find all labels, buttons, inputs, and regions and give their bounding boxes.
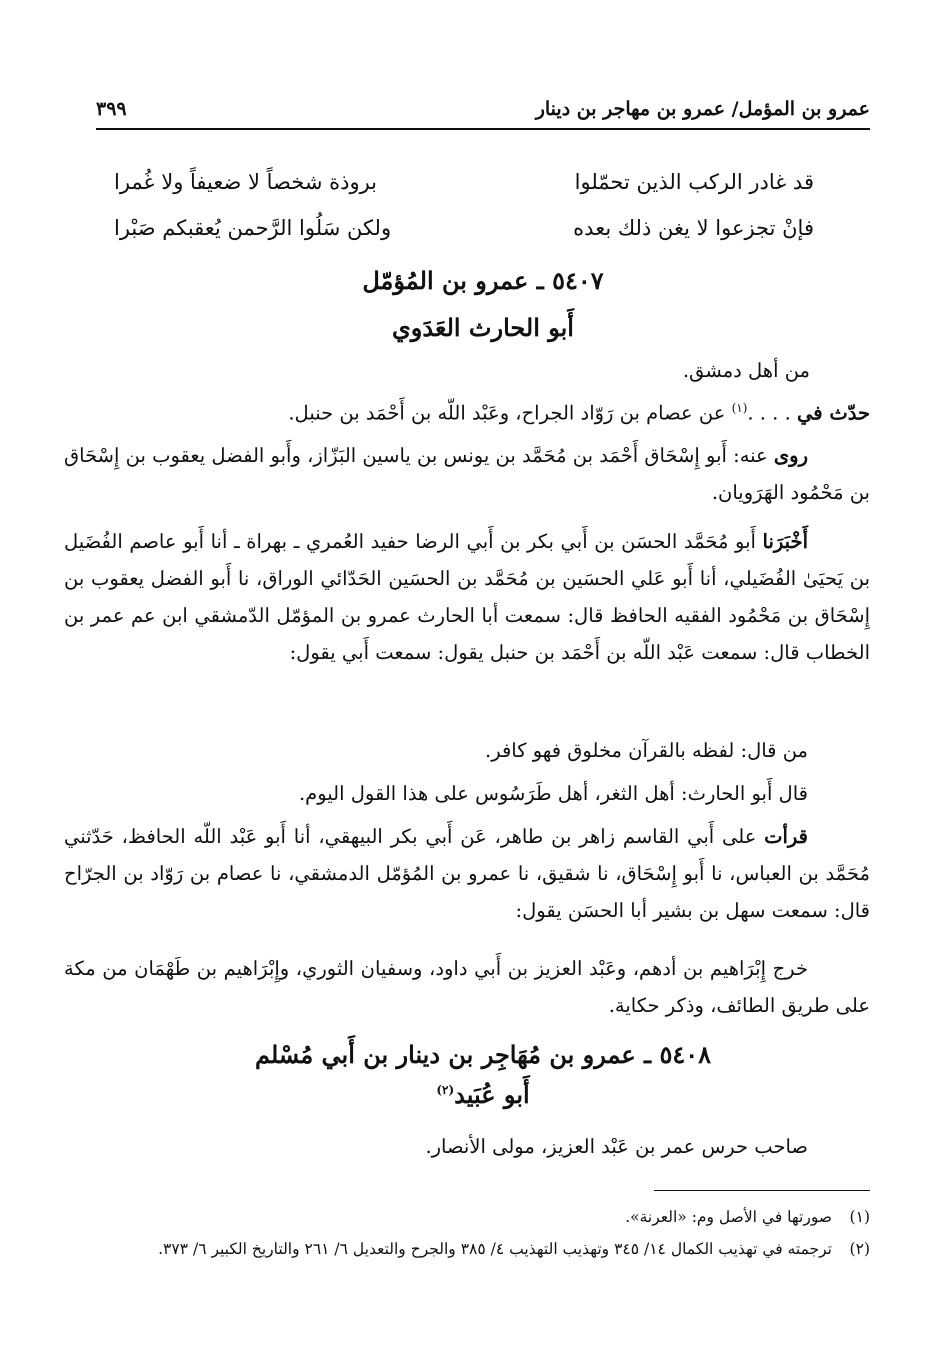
- page-number: ٣٩٩: [96, 98, 127, 120]
- quote-paragraph-2: قال أَبو الحارث: أهل الثغر، أهل طَرَسُوس على هذا القول اليوم.: [298, 782, 808, 805]
- verse-1-first-hemistich: قد غادر الركب الذين تحمّلوا: [574, 170, 814, 194]
- quote-paragraph-1: من قال: لفظه بالقرآن مخلوق فهو كافر.: [485, 739, 808, 762]
- akhbarana-keyword: أَخْبَرَنا: [762, 530, 808, 553]
- rawa-text: عنه: أَبو إِسْحَاق أَحْمَد بن مُحَمَّد بن يونس بن ياسين البَزّاز، وأَبو الفضل يعقوب بن إِسْحَاق بن مَحْمُود الهَرَويان.: [64, 444, 870, 504]
- verse-2-second-hemistich: ولكن سَلُوا الرَّحمن يُعقبكم صَبْرا: [114, 216, 392, 240]
- running-title: عمرو بن المؤمل/ عمرو بن مهاجر بن دينار: [535, 98, 870, 120]
- akhbarana-text: أَبو مُحَمَّد الحسَن بن أَبي بكر بن أَبي الرضا حفيد العُمري ـ بهراة ـ أنا أَبو عاصم الفُضَيل بن يَحيَىٰ الفُضَيلي، أنا أَبو عَلي الحسَين بن مُحَمَّد بن الحسَين الحَدّائي الوراق، نا أَبو الفضل يعقوب بن إِسْحَاق بن مَحْمُود الفقيه الحافظ قال: سمعت أبا الحارث عمرو بن المؤمّل الدّمشقي ابن عم عمر بن الخطاب قال: سمعت عَبْد اللّه بن أَحْمَد بن حنبل يقول: سمعت أَبي يقول:: [64, 530, 870, 664]
- entry-5408-heading: ٥٤٠٨ ـ عمرو بن مُهَاجِر بن دينار بن أَبي مُسْلم: [254, 1040, 712, 1069]
- hadath-ellipsis: . . . .: [747, 401, 791, 425]
- rawa-paragraph: [64, 437, 870, 511]
- footnote-2-number: (٢): [849, 1240, 870, 1258]
- entry-5408-text: صاحب حرس عمر بن عَبْد العزيز، مولى الأنصار.: [425, 1135, 808, 1158]
- footnote-separator: [654, 1190, 870, 1191]
- footnote-marker-2: (٢): [436, 1083, 455, 1097]
- departure-paragraph: خرج إِبْرَاهيم بن أدهم، وعَبْد العزيز بن أَبي داود، وسفيان الثوري، وإِبْرَاهيم بن طَهْمَان من مكة على طريق الطائف، وذكر حكاية.: [64, 957, 870, 1017]
- poem-verse-2: [96, 216, 870, 260]
- hadath-keyword: حدّث في: [796, 401, 870, 425]
- footnote-2-text: ترجمته في تهذيب الكمال ١٤/ ٣٤٥ وتهذيب التهذيب ٤/ ٣٨٥ والجرح والتعديل ٦/ ٢٦١ والتاريخ الكبير ٦/ ٣٧٣.: [158, 1240, 832, 1258]
- poem-verse-1: [96, 170, 870, 214]
- page-header: [96, 96, 870, 130]
- verse-2-first-hemistich: فإنْ تجزعوا لا يغن ذلك بعده: [573, 216, 814, 240]
- footnote-2: [64, 1236, 870, 1262]
- hadath-text: عن عصام بن رَوّاد الجراح، وعَبْد اللّه بن أَحْمَد بن حنبل.: [288, 401, 726, 425]
- rawa-keyword: روى: [773, 444, 809, 467]
- verse-1-second-hemistich: بروذة شخصاً لا ضعيفاً ولا غُمرا: [114, 170, 378, 194]
- entry-5407-heading: ٥٤٠٧ ـ عمرو بن المُؤمّل: [362, 266, 604, 295]
- footnote-1-number: (١): [849, 1208, 870, 1226]
- entry-5407-subheading: أَبو الحارث العَدَوي: [392, 313, 574, 342]
- qara-text: على أَبي القاسم زاهر بن طاهر، عَن أَبي بكر البيهقي، أنا أَبو عَبْد اللّه الحافظ، حَدّثني مُحَمَّد بن العباس، نا أَبو إِسْحَاق، نا شقيق، نا عمرو بن المُؤمّل الدمشقي، نا عصام بن رَوّاد بن الجرّاح قال: سمعت سهل بن بشير أبا الحسَن يقول:: [64, 825, 870, 922]
- qara-keyword: قرأت: [764, 825, 808, 848]
- origin-line: من أهل دمشق.: [682, 359, 810, 382]
- entry-5408-kunya: أَبو عُبَيد: [454, 1080, 530, 1109]
- akhbarana-paragraph: [64, 523, 870, 671]
- footnote-1: [64, 1204, 870, 1230]
- footnote-marker-1: (١): [731, 401, 748, 415]
- footnote-1-text: صورتها في الأصل وم: «العرنة».: [625, 1208, 832, 1226]
- qara-paragraph: [64, 818, 870, 929]
- entry-5408-subheading: [96, 1080, 870, 1109]
- hadath-paragraph: [68, 390, 870, 432]
